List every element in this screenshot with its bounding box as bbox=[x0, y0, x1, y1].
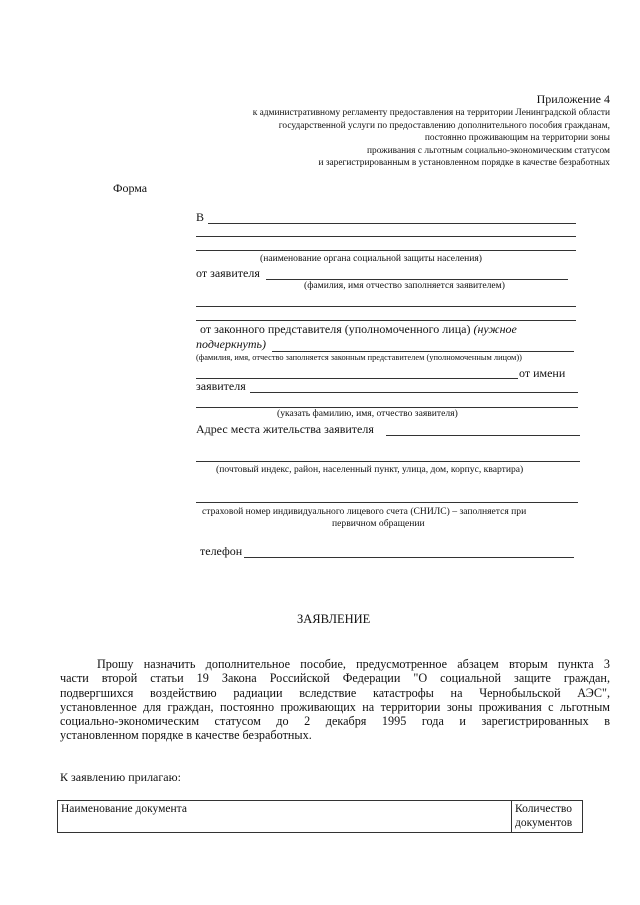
from-applicant-label: от заявителя bbox=[196, 266, 260, 280]
applicant-field-line[interactable] bbox=[196, 306, 576, 307]
representative-label bbox=[200, 322, 517, 337]
snils-caption: страховой номер индивидуального лицевого счета (СНИЛС) – заполняется при bbox=[202, 506, 527, 517]
statement-title: ЗАЯВЛЕНИЕ bbox=[297, 612, 371, 626]
appendix-line: постоянно проживающим на территории зоны bbox=[424, 133, 610, 143]
statement-line: части второй статьи 19 Закона Российской Федерации "О социальной защите граждан, bbox=[60, 671, 610, 686]
form-label: Форма bbox=[113, 181, 148, 195]
table-header-row bbox=[58, 801, 583, 833]
applicant-name-line[interactable] bbox=[250, 392, 578, 393]
appendix-line: государственной услуги по предоставлению дополнительного пособия гражданам, bbox=[278, 120, 610, 131]
representative-field-line[interactable] bbox=[272, 351, 574, 352]
organ-field-line[interactable] bbox=[196, 250, 576, 251]
representative-caption: (фамилия, имя, отчество заполняется законным представителем (уполномоченным лицом)) bbox=[196, 353, 522, 362]
statement-line: установленное для граждан, постоянно проживающих на территории зоны проживания с льготным bbox=[60, 699, 610, 714]
statement-line: Прошу назначить дополнительное пособие, предусмотренное абзацем вторым пункта 3 bbox=[97, 657, 610, 671]
address-label: Адрес места жительства заявителя bbox=[196, 422, 374, 436]
applicant-field-line[interactable] bbox=[196, 320, 576, 321]
organ-field-line[interactable] bbox=[208, 223, 576, 224]
statement-line: установленном порядке в качестве безработных. bbox=[60, 728, 312, 743]
applicant-caption: (фамилия, имя отчество заполняется заявителем) bbox=[304, 280, 505, 291]
attachments-table bbox=[57, 800, 583, 833]
applicant-name-caption: (указать фамилию, имя, отчество заявителя) bbox=[277, 408, 458, 419]
statement-body bbox=[60, 657, 610, 743]
column-header-document-name: Наименование документа bbox=[58, 801, 512, 833]
address-caption: (почтовый индекс, район, населенный пункт, улица, дом, корпус, квартира) bbox=[216, 464, 524, 475]
to-prefix: В bbox=[196, 210, 205, 224]
representative-note-cont: подчеркнуть) bbox=[196, 337, 266, 351]
on-behalf-label: от имени bbox=[519, 366, 566, 380]
address-field-line[interactable] bbox=[386, 435, 580, 436]
column-header-document-count: Количество документов bbox=[512, 801, 583, 833]
applicant-word: заявителя bbox=[196, 379, 246, 393]
representative-note: (нужное bbox=[473, 322, 517, 336]
appendix-line: и зарегистрированным в установленном порядке в качестве безработных bbox=[318, 158, 610, 168]
snils-caption-cont: первичном обращении bbox=[332, 518, 425, 529]
organ-caption: (наименование органа социальной защиты населения) bbox=[260, 253, 482, 264]
statement-line: социально-экономическим статусом до 2 декабря 1995 года и зарегистрированных в bbox=[60, 714, 610, 729]
statement-line: подвергшихся воздействию радиации вследствие катастрофы на Чернобыльской АЭС", bbox=[60, 685, 610, 700]
snils-field-line[interactable] bbox=[196, 502, 578, 503]
appendix-line: проживания с льготным социально-экономическим статусом bbox=[367, 145, 610, 156]
appendix-block bbox=[253, 92, 610, 170]
representative-label-text: от законного представителя (уполномоченного лица) bbox=[200, 322, 474, 336]
appendix-line: к административному регламенту предоставления на территории Ленинградской области bbox=[252, 108, 610, 118]
phone-label: телефон bbox=[200, 544, 243, 558]
organ-field-line[interactable] bbox=[196, 236, 576, 237]
phone-field-line[interactable] bbox=[244, 557, 574, 558]
address-field-line[interactable] bbox=[196, 461, 580, 462]
appendix-title: Приложение 4 bbox=[536, 92, 610, 106]
attachments-label: К заявлению прилагаю: bbox=[60, 770, 181, 784]
